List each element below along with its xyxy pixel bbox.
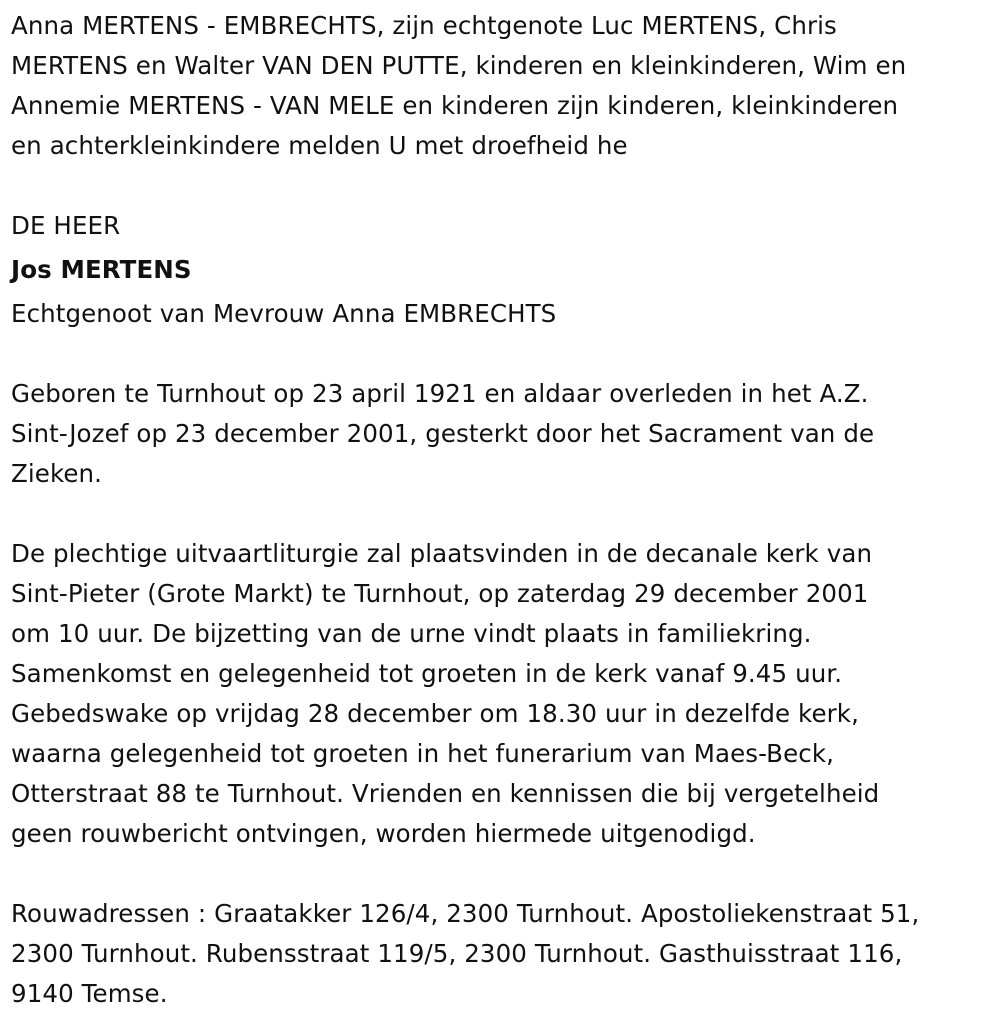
- address-paragraph: [11, 894, 986, 1014]
- funeral-line: Samenkomst en gelegenheid tot groeten in de kerk vanaf 9.45 uur.: [11, 659, 843, 688]
- funeral-line: De plechtige uitvaartliturgie zal plaatsvinden in de decanale kerk van: [11, 539, 873, 568]
- spouse-line: Echtgenoot van Mevrouw Anna EMBRECHTS: [11, 299, 557, 328]
- deceased-name: Jos MERTENS: [11, 255, 192, 284]
- intro-line: Anna MERTENS - EMBRECHTS, zijn echtgenote Luc MERTENS, Chris: [11, 11, 837, 40]
- intro-line: MERTENS en Walter VAN DEN PUTTE, kinderen en kleinkinderen, Wim en: [11, 51, 907, 80]
- funeral-line: Gebedswake op vrijdag 28 december om 18.30 uur in dezelfde kerk,: [11, 699, 859, 728]
- address-line: Rouwadressen : Graatakker 126/4, 2300 Turnhout. Apostoliekenstraat 51,: [11, 899, 920, 928]
- honorific-title: DE HEER: [11, 211, 121, 240]
- funeral-line: waarna gelegenheid tot groeten in het funerarium van Maes-Beck,: [11, 739, 835, 768]
- address-line: 9140 Temse.: [11, 979, 168, 1008]
- spacer: [11, 166, 986, 206]
- spacer: [11, 334, 986, 374]
- birth-death-line: Geboren te Turnhout op 23 april 1921 en aldaar overleden in het A.Z.: [11, 379, 869, 408]
- intro-paragraph: [11, 6, 986, 166]
- birth-death-line: Zieken.: [11, 459, 103, 488]
- intro-line: en achterkleinkindere melden U met droefheid he: [11, 131, 628, 160]
- address-line: 2300 Turnhout. Rubensstraat 119/5, 2300 Turnhout. Gasthuisstraat 116,: [11, 939, 903, 968]
- funeral-line: geen rouwbericht ontvingen, worden hiermede uitgenodigd.: [11, 819, 756, 848]
- birth-death-line: Sint-Jozef op 23 december 2001, gesterkt door het Sacrament van de: [11, 419, 875, 448]
- birth-death-paragraph: [11, 374, 986, 494]
- spacer: [11, 854, 986, 894]
- obituary-document: [11, 6, 986, 1014]
- funeral-line: Otterstraat 88 te Turnhout. Vrienden en kennissen die bij vergetelheid: [11, 779, 880, 808]
- funeral-paragraph: [11, 534, 986, 854]
- spacer: [11, 494, 986, 534]
- funeral-line: Sint-Pieter (Grote Markt) te Turnhout, op zaterdag 29 december 2001: [11, 579, 869, 608]
- funeral-line: om 10 uur. De bijzetting van de urne vindt plaats in familiekring.: [11, 619, 812, 648]
- intro-line: Annemie MERTENS - VAN MELE en kinderen zijn kinderen, kleinkinderen: [11, 91, 899, 120]
